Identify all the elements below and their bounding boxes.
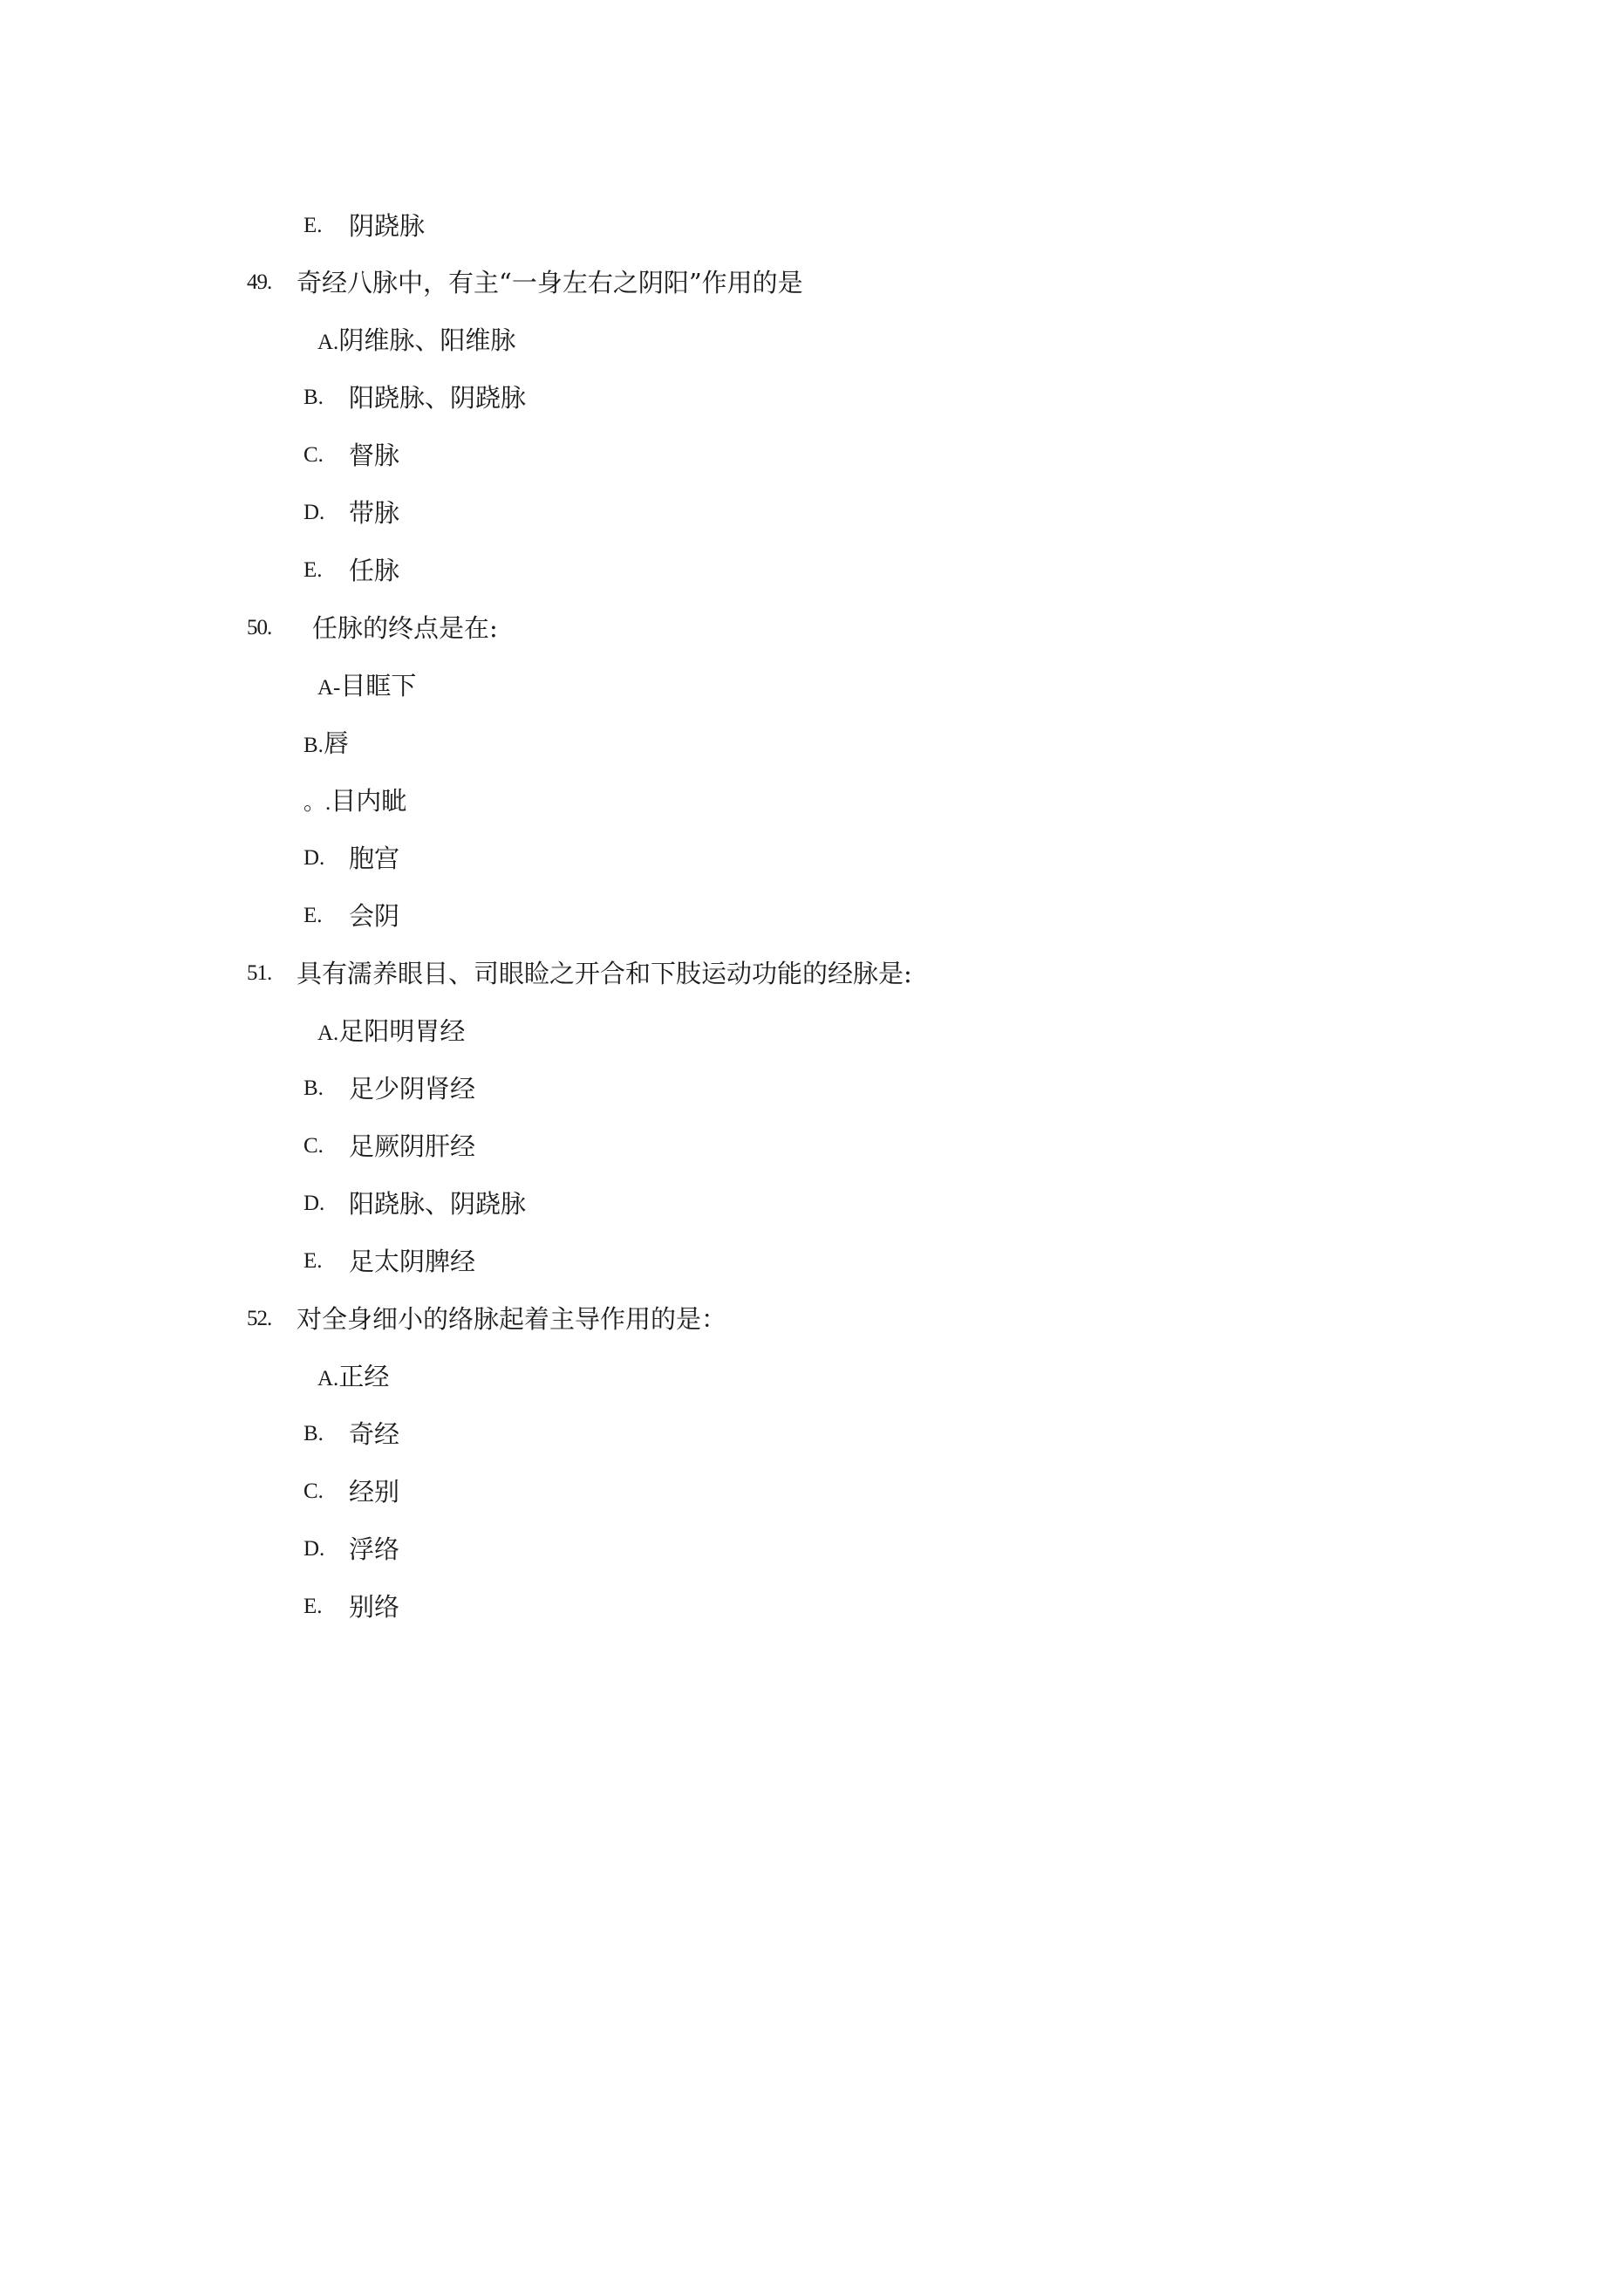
option-text: 带脉 bbox=[349, 498, 400, 528]
option-label: A. bbox=[317, 1022, 339, 1045]
option-label: A. bbox=[317, 1367, 339, 1391]
option-text: 奇经 bbox=[349, 1419, 400, 1449]
option-label: 。. bbox=[303, 791, 331, 815]
question-text: 对全身细小的络脉起着主导作用的是： bbox=[297, 1304, 727, 1334]
option-inline bbox=[317, 1359, 389, 1397]
option-text: 足厥阴肝经 bbox=[349, 1131, 476, 1161]
option-inline bbox=[303, 726, 349, 763]
option-inline bbox=[317, 323, 515, 360]
option-label: E. bbox=[303, 558, 323, 582]
option-text: 唇 bbox=[323, 728, 349, 758]
option-label: A- bbox=[317, 676, 341, 700]
option-label: B. bbox=[303, 1422, 324, 1445]
question-number: 51. bbox=[247, 961, 272, 985]
option-inline bbox=[303, 783, 406, 821]
option-text: 目内眦 bbox=[331, 786, 407, 816]
option-text: 阳跷脉、阴跷脉 bbox=[349, 1189, 527, 1219]
question-number: 52. bbox=[247, 1307, 272, 1330]
option-text: 胞宫 bbox=[349, 844, 400, 873]
option-label: B. bbox=[303, 734, 324, 757]
option-text: 正经 bbox=[338, 1362, 390, 1391]
question-number: 50. bbox=[247, 616, 272, 639]
option-text: 督脉 bbox=[349, 441, 400, 470]
option-label: D. bbox=[303, 501, 325, 524]
question-text: 具有濡养眼目、司眼睑之开合和下肢运动功能的经脉是: bbox=[297, 959, 912, 988]
question-text: 奇经八脉中，有主“一身左右之阴阳”作用的是 bbox=[297, 268, 803, 297]
question-text: 任脉的终点是在: bbox=[312, 613, 498, 643]
option-label: C. bbox=[303, 1479, 324, 1503]
option-label: B. bbox=[303, 386, 324, 409]
option-text: 阴维脉、阳维脉 bbox=[338, 325, 516, 355]
option-text: 经别 bbox=[349, 1477, 400, 1507]
option-label: C. bbox=[303, 1134, 324, 1158]
option-label: E. bbox=[303, 1249, 323, 1273]
option-text: 目眶下 bbox=[340, 671, 417, 700]
option-text: 阳跷脉、阴跷脉 bbox=[349, 383, 527, 413]
option-text: 足少阴肾经 bbox=[349, 1074, 476, 1104]
option-inline bbox=[317, 1014, 465, 1051]
option-text: 别络 bbox=[349, 1592, 400, 1622]
option-label: A. bbox=[317, 331, 339, 354]
question-number: 49. bbox=[247, 270, 272, 294]
option-text: 浮络 bbox=[349, 1534, 400, 1564]
option-label: E. bbox=[303, 904, 323, 927]
option-label: C. bbox=[303, 443, 324, 467]
option-inline bbox=[317, 668, 416, 706]
option-label: E. bbox=[303, 214, 323, 237]
option-label: D. bbox=[303, 846, 325, 870]
option-label: D. bbox=[303, 1537, 325, 1561]
option-text: 会阴 bbox=[349, 901, 400, 931]
option-label: B. bbox=[303, 1076, 324, 1100]
option-text: 足太阴脾经 bbox=[349, 1247, 476, 1276]
option-label: E. bbox=[303, 1595, 323, 1618]
option-label: D. bbox=[303, 1192, 325, 1215]
option-text: 足阳明胃经 bbox=[338, 1016, 466, 1046]
option-text: 阴跷脉 bbox=[349, 211, 426, 241]
option-text: 任脉 bbox=[349, 556, 400, 585]
